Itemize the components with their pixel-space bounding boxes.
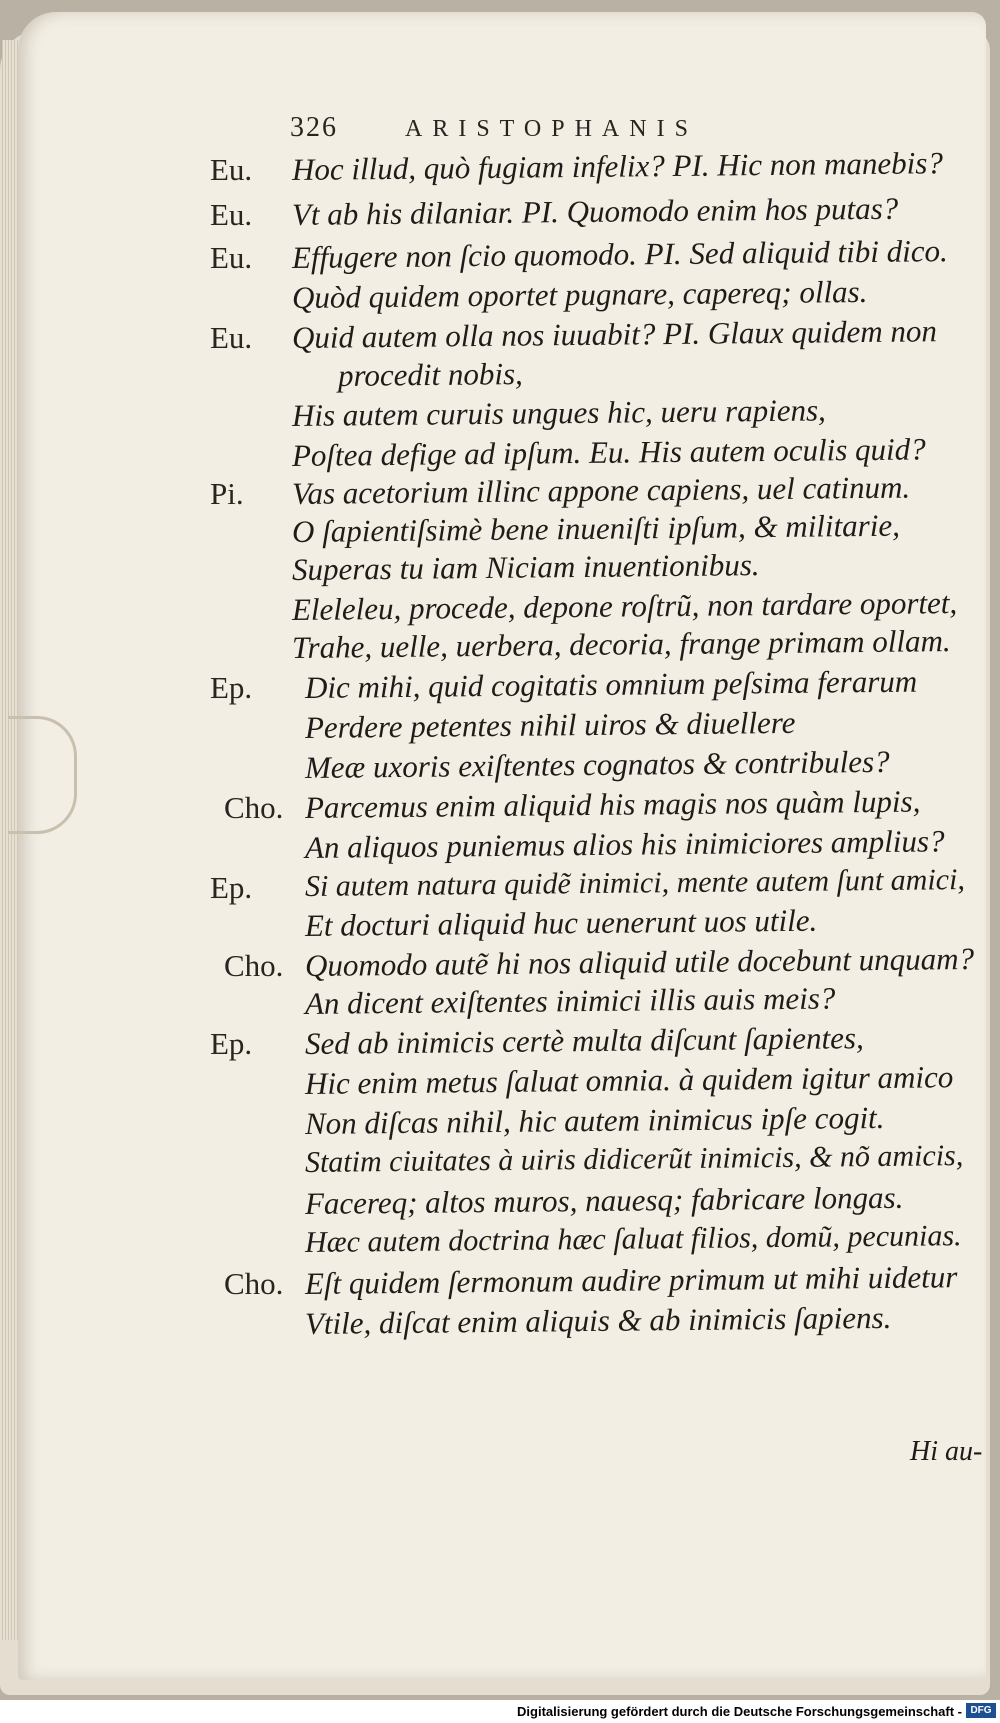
verse-line: Eleleleu, procede, depone roſtrũ, non tardare oportet,	[291, 585, 958, 627]
page-clip	[8, 716, 77, 834]
verse-line: Effugere non ſcio quomodo. PI. Sed aliquid tibi dico.	[291, 233, 948, 275]
verse-line: Hic enim metus ſaluat omnia. à quidem igitur amico	[304, 1059, 954, 1101]
speaker-label: Eu.	[210, 240, 253, 275]
verse-line: An dicent exiſtentes inimici illis auis meis?	[304, 980, 836, 1021]
speaker-label: Ep.	[210, 870, 253, 905]
verse-line: Dic mihi, quid cogitatis omnium peſsima ferarum	[304, 663, 918, 705]
verse-line: O ſapientiſsimè bene inueniſti ipſum, & militarie,	[291, 507, 901, 549]
running-title: ARISTOPHANIS	[405, 116, 698, 142]
speaker-label: Pi.	[210, 476, 244, 511]
speaker-label: Cho.	[224, 948, 284, 983]
verse-line: Poſtea defige ad ipſum. Eu. His autem oculis quid?	[291, 431, 926, 473]
speaker-label: Ep.	[210, 1026, 253, 1061]
verse-line: procedit nobis,	[337, 356, 524, 393]
verse-line: Parcemus enim aliquid his magis nos quàm lupis,	[304, 783, 921, 825]
verse-line: Vtile, diſcat enim aliquis & ab inimicis ſapiens.	[304, 1299, 892, 1341]
verse-line: Statim ciuitates à uiris didicerũt inimicis, & nõ amicis,	[304, 1139, 964, 1179]
verse-line: Hoc illud, quò fugiam infelix? PI. Hic non manebis?	[291, 145, 944, 187]
page-edges	[2, 40, 18, 1640]
verse-line: Eſt quidem ſermonum audire primum ut mihi uidetur	[304, 1259, 958, 1301]
verse-line: An aliquos puniemus alios his inimiciores amplius?	[304, 823, 945, 865]
speaker-label: Cho.	[224, 790, 284, 825]
verse-line: Vt ab his dilaniar. PI. Quomodo enim hos putas?	[291, 190, 899, 232]
verse-line: Quid autem olla nos iuuabit? PI. Glaux quidem non	[291, 313, 938, 355]
page-header	[290, 112, 698, 144]
verse-line: Si autem natura quidẽ inimici, mente autem ſunt amici,	[304, 863, 966, 903]
verse-line: Et docturi aliquid huc uenerunt uos utile.	[304, 902, 818, 943]
verse-line: Non diſcas nihil, hic autem inimicus ipſe cogit.	[304, 1099, 885, 1141]
verse-line: Hæc autem doctrina hæc ſaluat filios, domũ, pecunias.	[304, 1219, 962, 1259]
verse-line: Facereq; altos muros, nauesq; fabricare longas.	[304, 1179, 904, 1221]
dfg-logo: DFG	[966, 1703, 996, 1718]
catchword: Hi au-	[910, 1436, 983, 1467]
page-number: 326	[290, 112, 338, 143]
speaker-label: Eu.	[210, 320, 253, 355]
speaker-label: Ep.	[210, 670, 253, 705]
speaker-label: Eu.	[210, 197, 253, 232]
verse-line: Vas acetorium illinc appone capiens, uel catinum.	[291, 469, 911, 511]
verse-line: Trahe, uelle, uerbera, decoria, frange primam ollam.	[291, 623, 951, 665]
speaker-label: Cho.	[224, 1266, 284, 1301]
footer-credit: Digitalisierung gefördert durch die Deutsche Forschungsgemeinschaft -	[517, 1704, 962, 1719]
verse-line: Sed ab inimicis certè multa diſcunt ſapientes,	[304, 1020, 864, 1061]
speaker-label: Eu.	[210, 152, 253, 187]
verse-line: Perdere petentes nihil uiros & diuellere	[304, 704, 796, 745]
footer	[0, 1700, 1000, 1723]
verse-line: Quomodo autẽ hi nos aliquid utile docebunt unquam?	[304, 940, 975, 983]
verse-line: His autem curuis ungues hic, ueru rapiens,	[291, 392, 826, 433]
verse-line: Superas tu iam Niciam inuentionibus.	[291, 547, 760, 587]
verse-line: Quòd quidem oportet pugnare, capereq; ollas.	[291, 273, 868, 315]
verse-line: Meæ uxoris exiſtentes cognatos & contribules?	[304, 743, 890, 785]
